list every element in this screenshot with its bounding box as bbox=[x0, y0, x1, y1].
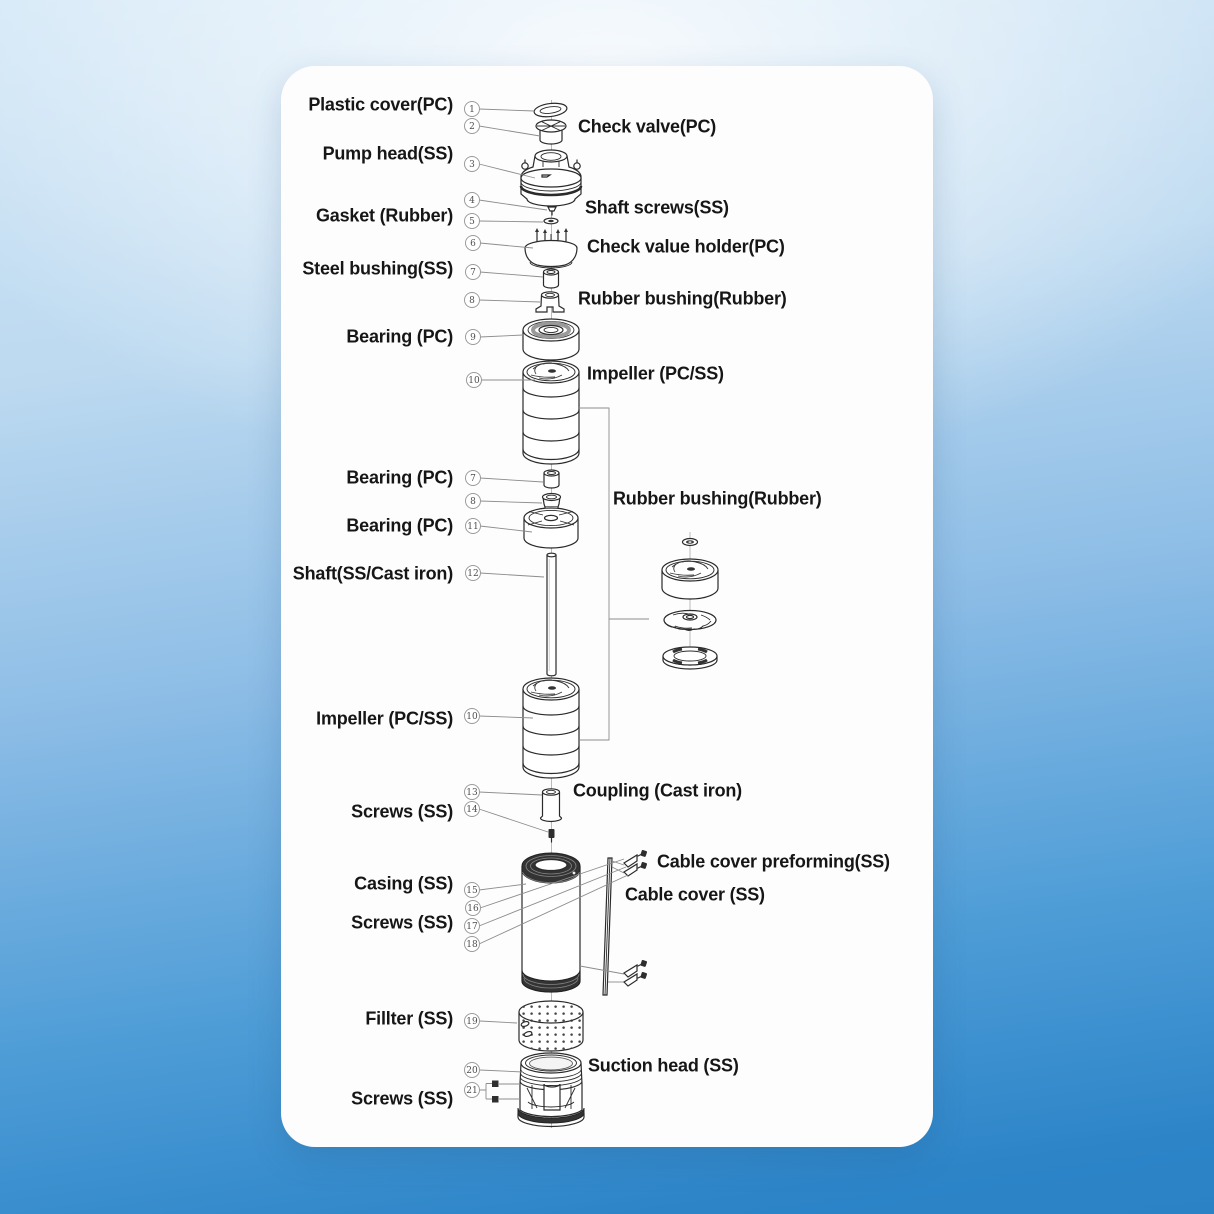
callout-number: 8 bbox=[470, 497, 476, 507]
part-rubber-bushing-top bbox=[536, 292, 564, 312]
label-impeller-1: Impeller (PC/SS) bbox=[587, 363, 724, 384]
part-pump-head bbox=[521, 150, 581, 206]
part-gasket bbox=[544, 218, 558, 224]
side-assembly-diffuser bbox=[664, 611, 716, 631]
callout-number: 17 bbox=[466, 922, 478, 932]
pump-exploded-diagram bbox=[281, 66, 933, 1147]
label-suction-head: Suction head (SS) bbox=[588, 1055, 739, 1076]
callout-number: 7 bbox=[470, 474, 476, 484]
label-shaft: Shaft(SS/Cast iron) bbox=[292, 563, 453, 584]
callout-number: 12 bbox=[467, 569, 479, 579]
part-cable-cover bbox=[603, 858, 612, 995]
part-bearing-1 bbox=[523, 319, 579, 360]
callout-number: 14 bbox=[466, 805, 478, 815]
label-rubber-bushing-2: Rubber bushing(Rubber) bbox=[613, 488, 822, 509]
callout-number: 19 bbox=[466, 1017, 478, 1027]
part-plastic-cover bbox=[533, 102, 567, 119]
callout-number: 18 bbox=[466, 940, 478, 950]
side-assembly-impeller-drum bbox=[662, 559, 718, 599]
label-bearing-1: Bearing (PC) bbox=[346, 326, 453, 347]
side-assembly-bottom-plate bbox=[663, 647, 717, 669]
callout-number: 21 bbox=[466, 1086, 478, 1096]
callout-number: 9 bbox=[470, 333, 476, 343]
label-plastic-cover: Plastic cover(PC) bbox=[308, 94, 453, 115]
label-check-valve: Check valve(PC) bbox=[578, 116, 717, 137]
part-bearing-2 bbox=[544, 470, 559, 488]
label-screws-3: Screws (SS) bbox=[351, 1088, 453, 1109]
label-casing: Casing (SS) bbox=[354, 873, 453, 894]
part-steel-bushing bbox=[544, 269, 559, 288]
label-steel-bushing: Steel bushing(SS) bbox=[302, 258, 453, 279]
part-cable-cover-preforming-top bbox=[612, 850, 647, 876]
callout-number: 7 bbox=[470, 268, 476, 278]
label-bearing-3: Bearing (PC) bbox=[346, 515, 453, 536]
part-cable-cover-preforming-bottom bbox=[580, 960, 647, 986]
label-shaft-screws: Shaft screws(SS) bbox=[585, 197, 729, 218]
part-filter bbox=[519, 1001, 583, 1051]
part-suction-screws bbox=[492, 1081, 520, 1103]
label-cable-cover: Cable cover (SS) bbox=[625, 884, 765, 905]
callout-number: 3 bbox=[469, 160, 475, 170]
callout-number: 11 bbox=[467, 522, 479, 532]
part-shaft bbox=[547, 553, 556, 676]
label-rubber-bushing-1: Rubber bushing(Rubber) bbox=[578, 288, 787, 309]
callout-number: 13 bbox=[466, 788, 478, 798]
part-coupling-screw bbox=[549, 829, 555, 842]
part-bearing-3 bbox=[524, 508, 578, 548]
label-screws-1: Screws (SS) bbox=[351, 801, 453, 822]
callout-number: 6 bbox=[470, 239, 476, 249]
callout-number: 20 bbox=[466, 1066, 478, 1076]
callout-number: 10 bbox=[466, 712, 478, 722]
callout-number: 5 bbox=[469, 217, 475, 227]
part-suction-head bbox=[518, 1053, 584, 1126]
label-coupling: Coupling (Cast iron) bbox=[573, 780, 742, 801]
part-impeller-stack-2 bbox=[523, 678, 579, 778]
callout-number: 10 bbox=[468, 376, 480, 386]
callout-number: 16 bbox=[467, 904, 479, 914]
side-assembly-rubber-bushing bbox=[683, 539, 698, 546]
callout-number: 2 bbox=[469, 122, 475, 132]
diagram-card bbox=[281, 66, 933, 1147]
part-check-valve bbox=[536, 120, 566, 144]
impeller-detail-bracket bbox=[578, 408, 609, 740]
callout-number: 15 bbox=[466, 886, 478, 896]
callout-markers bbox=[465, 102, 482, 1098]
label-screws-2: Screws (SS) bbox=[351, 912, 453, 933]
label-pump-head: Pump head(SS) bbox=[322, 143, 453, 164]
label-gasket: Gasket (Rubber) bbox=[315, 205, 453, 226]
label-impeller-2: Impeller (PC/SS) bbox=[316, 708, 453, 729]
callout-number: 4 bbox=[469, 196, 475, 206]
callout-number: 8 bbox=[469, 296, 475, 306]
part-coupling bbox=[541, 789, 562, 822]
label-cable-cover-preforming: Cable cover preforming(SS) bbox=[657, 851, 890, 872]
part-impeller-stack-1 bbox=[523, 361, 579, 464]
label-bearing-2: Bearing (PC) bbox=[346, 467, 453, 488]
part-casing bbox=[522, 853, 580, 992]
callout-number: 1 bbox=[469, 105, 475, 115]
label-filter: Fillter (SS) bbox=[365, 1008, 453, 1029]
label-check-value-holder: Check value holder(PC) bbox=[587, 236, 785, 257]
part-shaft-screw bbox=[548, 207, 556, 215]
